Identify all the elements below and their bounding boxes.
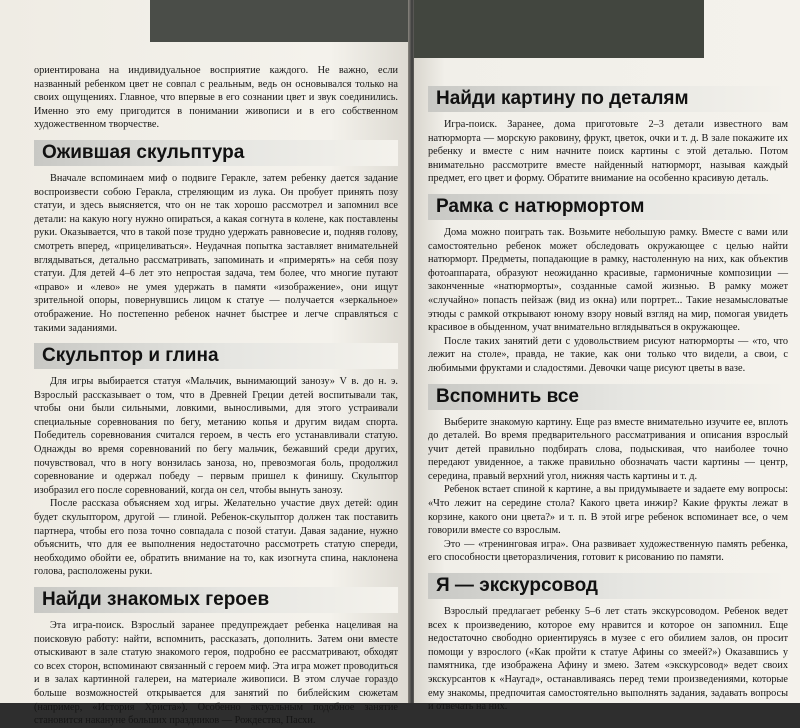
section-title: Скульптор и глина (34, 343, 398, 369)
section-title: Найди знакомых героев (34, 587, 398, 613)
left-page-dark-edge (150, 0, 412, 42)
right-page-text (428, 78, 788, 714)
paragraph: Выберите знакомую картину. Еще раз вместе внимательно изучите ее, вплоть до деталей. Во время предварительного рассматривания и описания взрослый учит детей правильно подбирать слова, подыскивая, что наиболее точно передают увиденное, а также правильно обозначать части картины — центр, середина, правый верхний угол, нижняя часть картины и т. д. (428, 416, 788, 482)
paragraph: Взрослый предлагает ребенку 5–6 лет стать экскурсоводом. Ребенок ведет всех к произведению, которое ему нравится и которое он запомнил. Еще недостаточно свободно ориентируясь в музее с его обилием залов, он просит помощи у взрослого («Как пройти к статуе Афины со змеей?») Оказавшись у памятника, где изображена Афину и змею. Затем «экскурсовод» ведет своих экскурсантов к «Наугад», останавливаясь перед теми произведениями, которые ему знакомы, предпочитая самостоятельно выполнять задания, задавать вопросы и отвечать на них. (428, 606, 788, 713)
section-title: Найди картину по деталям (428, 86, 788, 112)
paragraph: Ребенок встает спиной к картине, а вы придумываете и задаете ему вопросы: «Что лежит на середине стола? Какого цвета инжир? Какие фрукты лежат в корзине, какого они цвета?» и т. п. В этой игре ребенок вспоминает все, о чем говорили вместе со взрослым. (428, 484, 788, 537)
paragraph: Дома можно поиграть так. Возьмите небольшую рамку. Вместе с вами или самостоятельно ребенок может обследовать окружающее с целью найти натюрморт. Предметы, попадающие в рамку, настоленную на них, как объектив фотоаппарата, образуют неожиданно красивые, гармоничные композиции — законченные «натюрморты», созданные самой жизнью. В рамку может «случайно» попасть пейзаж (вид из окна) или портрет... Такие незамысловатые этюды с рамкой открывают юному взору новый взгляд на мир, помогая увидеть красивое в обыденном, учат внимательно вглядываться в окружающее. (428, 226, 788, 334)
section-title: Ожившая скульптура (34, 140, 398, 166)
right-page-dark-edge (414, 0, 704, 58)
paragraph: Это — «тренинговая игра». Она развивает художественную память ребенка, его способности цветоразличения, готовит к рисованию по памяти. (428, 538, 788, 564)
paragraph: После рассказа объясняем ход игры. Желательно участие двух детей: один будет скульптором, другой — глиной. Ребенок-скульптор должен так поставить партнера, чтобы его поза точно совпадала с позой статуи. Давая задание, нужно объяснить, что для ее выполнения недостаточно рассмотреть статую спереди, необходимо обойти ее, обратить внимание на то, как изогнута спина, наклонена голова, расположены руки. (34, 498, 398, 578)
section-title: Я — экскурсовод (428, 573, 788, 599)
right-page (414, 0, 800, 713)
paragraph: Вначале вспоминаем миф о подвиге Геракле, затем ребенку дается задание воспроизвести собою Геракла, стреляющим из лука. Он пробует принять позу статуи, и здесь выясняется, что он не так хорошо рассмотрел и запомнил все детали: на какую ногу нужно опираться, а какая согнута в колене, как поставлены руки. Оказывается, что в такой позе трудно удержать равновесие и, подняв голову, смотреть вперед, «прицеливаться». Неудачная попытка заставляет внимательней вглядываться, детально рассматривать, запоминать и «примерять» на себя позу статуи. Для детей 4–6 лет это непростая задача, тем более, что многие путают «право» и «лево» не умея удержать в памяти «изображение», они ищут зрительной опоры, повернувшись лицом к статуе — получается «зеркальное» отображение. Но постепенно ребенок начнет быстрее и легче справляться с такими заданиями. (34, 172, 398, 334)
section-title: Рамка с натюрмортом (428, 194, 788, 220)
intro-paragraph: ориентирована на индивидуальное восприятие каждого. Не важно, если названный ребенком цвет не совпал с реальным, ведь он основывался только на своих ощущениях. Главное, что впервые в его сознании цвет и звук соединились. Именно это ему пригодится в понимании живописи и в его собственном художественном творчестве. (34, 65, 398, 131)
paragraph: После таких занятий дети с удовольствием рисуют натюрморты — «то, что лежит на столе», правда, не такие, как они только что видели, а свои, с любимыми фруктами и сладостями. Девочки чаще рисуют цветы в вазе. (428, 335, 788, 374)
paragraph: Для игры выбирается статуя «Мальчик, вынимающий занозу» V в. до н. э. Взрослый рассказывает о том, что в Древней Греции детей воспитывали так, чтобы они были сильными, ловкими, выносливыми, для этого устраивали специальные соревнования по бегу, метанию копья и другим видам спорта. Победитель соревнования считался героем, в честь его устанавливали статую. Однажды во время соревнований по бегу мальчик, бежавший среди других, почувствовал, что в ногу вонзилась заноза, но, превозмогая боль, продолжил соревнование и одержал победу – первым пришел к финишу. Скульптор изобразил его после соревнований, когда он сел, чтобы вынуть занозу. (34, 376, 398, 496)
section-title: Вспомнить все (428, 384, 788, 410)
paragraph: Эта игра-поиск. Взрослый заранее предупреждает ребенка нацеливая на поисковую работу: найти, вспомнить, рассказать, дополнить. Затем они вместе отыскивают в зале статую знакомого героя, подробно ее рассматривают, обходят со всех сторон, вспоминают связанный с героем миф. Эта игра может проводиться и в залах картинной галереи, на материале живописи. В этом случае гораздо больше возможностей открывается для занятий по библейским сюжетам (например, «История Христа»). Особенно актуальным подобное занятие становится накануне больших праздников — Рождества, Пасхи. (34, 620, 398, 727)
paragraph: Игра-поиск. Заранее, дома приготовьте 2–3 детали известного вам натюрморта — морскую раковину, фрукт, цветок, очки и т. д. В зале покажите их ребенку и вместе с ним начните поиск картины с этой деталью. Потом внимательно рассмотрите вместе найденный натюрморт, называя каждый предмет, его цвет и форму. Обратите внимание на особенно красивую деталь. (428, 119, 788, 185)
left-page-text (34, 64, 398, 728)
